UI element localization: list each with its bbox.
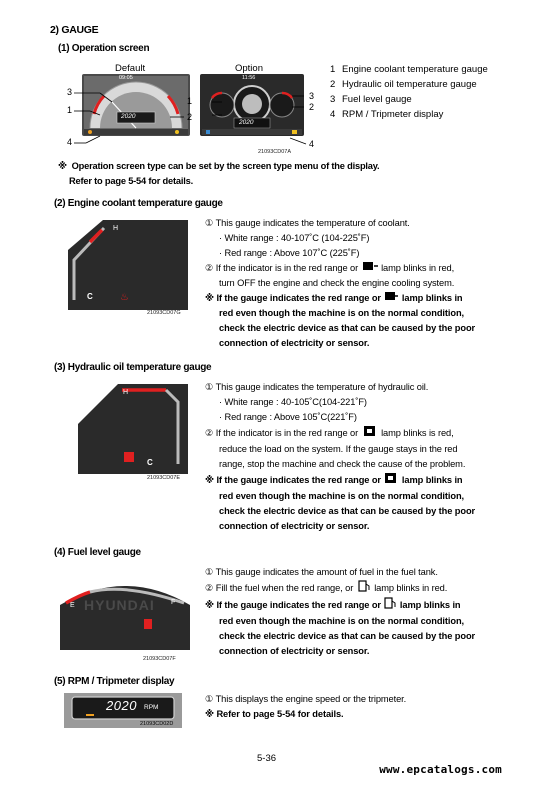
- rpm-figure-caption: 21093CD02D: [140, 721, 174, 727]
- hydraulic-lamp-icon: [361, 425, 379, 442]
- fuel-figure-caption: 21093CD07F: [143, 656, 176, 662]
- coolant-lamp-icon-warn: [383, 291, 399, 306]
- callout-option-2: 2: [309, 102, 315, 112]
- fuel-e-label: E: [70, 602, 75, 609]
- rpm-description: ① This displays the engine speed or the tripmeter. ※ Refer to page 5-54 for details.: [205, 694, 407, 719]
- hydraulic-h-label: H: [123, 389, 129, 396]
- legend-item: 4 RPM / Tripmeter display: [330, 109, 444, 120]
- hydraulic-lamp-icon-warn: [383, 472, 399, 489]
- default-display-value: 2020: [121, 113, 136, 120]
- callout-option-3: 3: [309, 91, 315, 101]
- rpm-title: (5) RPM / Tripmeter display: [54, 676, 175, 687]
- footer-url[interactable]: www.epcatalogs.com: [379, 763, 502, 776]
- option-display-value: 2020: [239, 119, 254, 126]
- legend-item: 1 Engine coolant temperature gauge: [330, 64, 488, 75]
- fuel-description: ① This gauge indicates the amount of fuel in the fuel tank. ② Fill the fuel when the red range, or lamp blinks in red. ※ If the gauge indicates the red range or lamp blinks in red even though the machine is on the normal condition, check the electric device as that can be caused by the poor connection of electricity or sensor.: [205, 567, 476, 656]
- hydraulic-figure-caption: 21093CD07E: [147, 475, 181, 481]
- section-title: 2) GAUGE: [50, 24, 99, 36]
- default-label: Default: [115, 63, 146, 74]
- rpm-unit: RPM: [144, 704, 159, 711]
- fuel-lamp-icon: [356, 580, 372, 597]
- legend-item: 3 Fuel level gauge: [330, 94, 412, 105]
- coolant-gauge-image: [68, 220, 188, 310]
- page-number: 5-36: [257, 753, 277, 764]
- coolant-title: (2) Engine coolant temperature gauge: [54, 198, 223, 209]
- coolant-h-label: H: [113, 225, 119, 232]
- coolant-c-label: C: [87, 292, 93, 301]
- coolant-figure-caption: 21093CD07G: [147, 310, 181, 316]
- callout-option-1: 1: [187, 96, 193, 106]
- operation-note: ※ Operation screen type can be set by the screen type menu of the display.: [58, 161, 380, 171]
- coolant-lamp-icon: [361, 261, 379, 276]
- callout-default-2: 2: [187, 112, 193, 122]
- callout-default-3: 3: [67, 87, 73, 97]
- fuel-f-label: F: [171, 599, 176, 606]
- operation-screen-title: (1) Operation screen: [58, 43, 150, 54]
- callout-default-1: 1: [67, 105, 73, 115]
- operation-figure-caption: 21093CD07A: [258, 149, 292, 155]
- hydraulic-gauge-image: [78, 384, 188, 474]
- operation-note-ref: Refer to page 5-54 for details.: [69, 176, 193, 186]
- callout-lines: [60, 80, 330, 150]
- option-label: Option: [235, 63, 263, 74]
- fuel-lamp-icon-warn: [383, 597, 397, 614]
- svg-text:♨: ♨: [120, 292, 129, 303]
- legend-item: 2 Hydraulic oil temperature gauge: [330, 79, 477, 90]
- hydraulic-description: ① This gauge indicates the temperature of hydraulic oil. · White range : 40-105˚C(104-221˚F) · Red range : Above 105˚C(221˚F) ② If the indicator is in the red range or lamp blinks is red, reduce the load on the system. If the gauge stays in the red range, stop the machine and check the cause of the problem. ※ If the gauge indicates the red range or lamp blinks in red even though the machine is on the normal condition, check the electric device as that can be caused by the poor connection of electricity or sensor.: [205, 382, 476, 531]
- fuel-title: (4) Fuel level gauge: [54, 547, 141, 558]
- callout-option-4: 4: [309, 139, 315, 149]
- fuel-brand: HYUNDAI: [84, 597, 155, 613]
- hydraulic-title: (3) Hydraulic oil temperature gauge: [54, 362, 212, 373]
- gauge-legend: [330, 62, 488, 122]
- option-time: 11:56: [242, 75, 256, 81]
- callout-default-4: 4: [67, 137, 73, 147]
- coolant-description: ① This gauge indicates the temperature of coolant. · White range : 40-107˚C (104-225˚F) · Red range : Above 107˚C (225˚F) ② If the indicator is in the red range or lamp blinks in red, turn OFF the engine and check the engine cooling system. ※ If the gauge indicates the red range or lamp blinks in red even though the machine is on the normal condition, check the electric device as that can be caused by the poor connection of electricity or sensor.: [205, 218, 476, 349]
- default-time: 09:05: [119, 75, 133, 81]
- rpm-value: 2020: [106, 698, 137, 713]
- hydraulic-c-label: C: [147, 458, 153, 467]
